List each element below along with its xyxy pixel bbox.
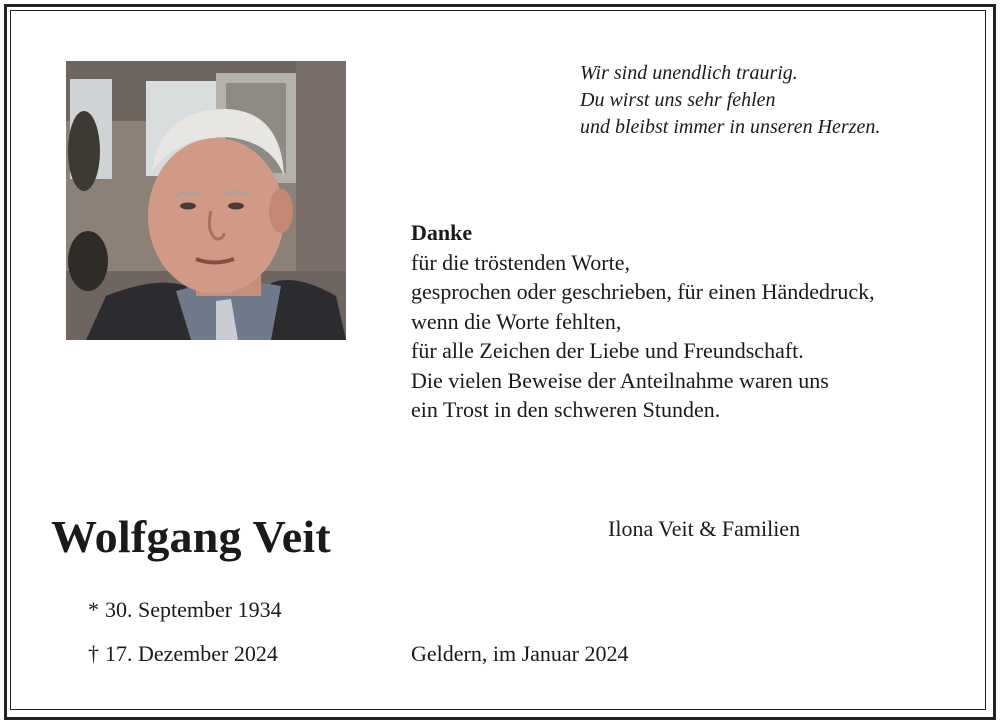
death-date: 17. Dezember 2024 <box>105 641 278 666</box>
place-date: Geldern, im Januar 2024 <box>411 641 629 666</box>
thanks-line: für alle Zeichen der Liebe und Freundschaft. <box>411 338 804 363</box>
thanks-line: gesprochen oder geschrieben, für einen Händedruck, <box>411 279 875 304</box>
portrait-photo-icon <box>66 61 346 340</box>
motto-line: Du wirst uns sehr fehlen <box>580 89 776 111</box>
thanks-line: wenn die Worte fehlten, <box>411 308 622 334</box>
thanks-heading: Danke <box>411 220 473 245</box>
deceased-name: Wolfgang Veit <box>51 511 331 562</box>
death-cross-symbol: † <box>88 641 99 666</box>
birth-date-line <box>88 597 282 623</box>
family-signature: Ilona Veit & Familien <box>608 516 801 541</box>
portrait-photo <box>66 61 346 340</box>
birth-date: 30. September 1934 <box>105 597 282 622</box>
motto-line: Wir sind unendlich traurig. <box>580 62 798 84</box>
motto-line: und bleibst immer in unseren Herzen. <box>580 116 881 138</box>
thanks-line: Die vielen Beweise der Anteilnahme waren uns <box>411 367 829 393</box>
thanks-line: für die tröstenden Worte, <box>411 249 630 275</box>
motto-verse <box>580 60 880 141</box>
thanks-line: ein Trost in den schweren Stunden. <box>411 397 721 422</box>
thanks-text <box>411 218 875 425</box>
death-date-line <box>88 641 278 667</box>
birth-symbol: * <box>88 597 99 622</box>
